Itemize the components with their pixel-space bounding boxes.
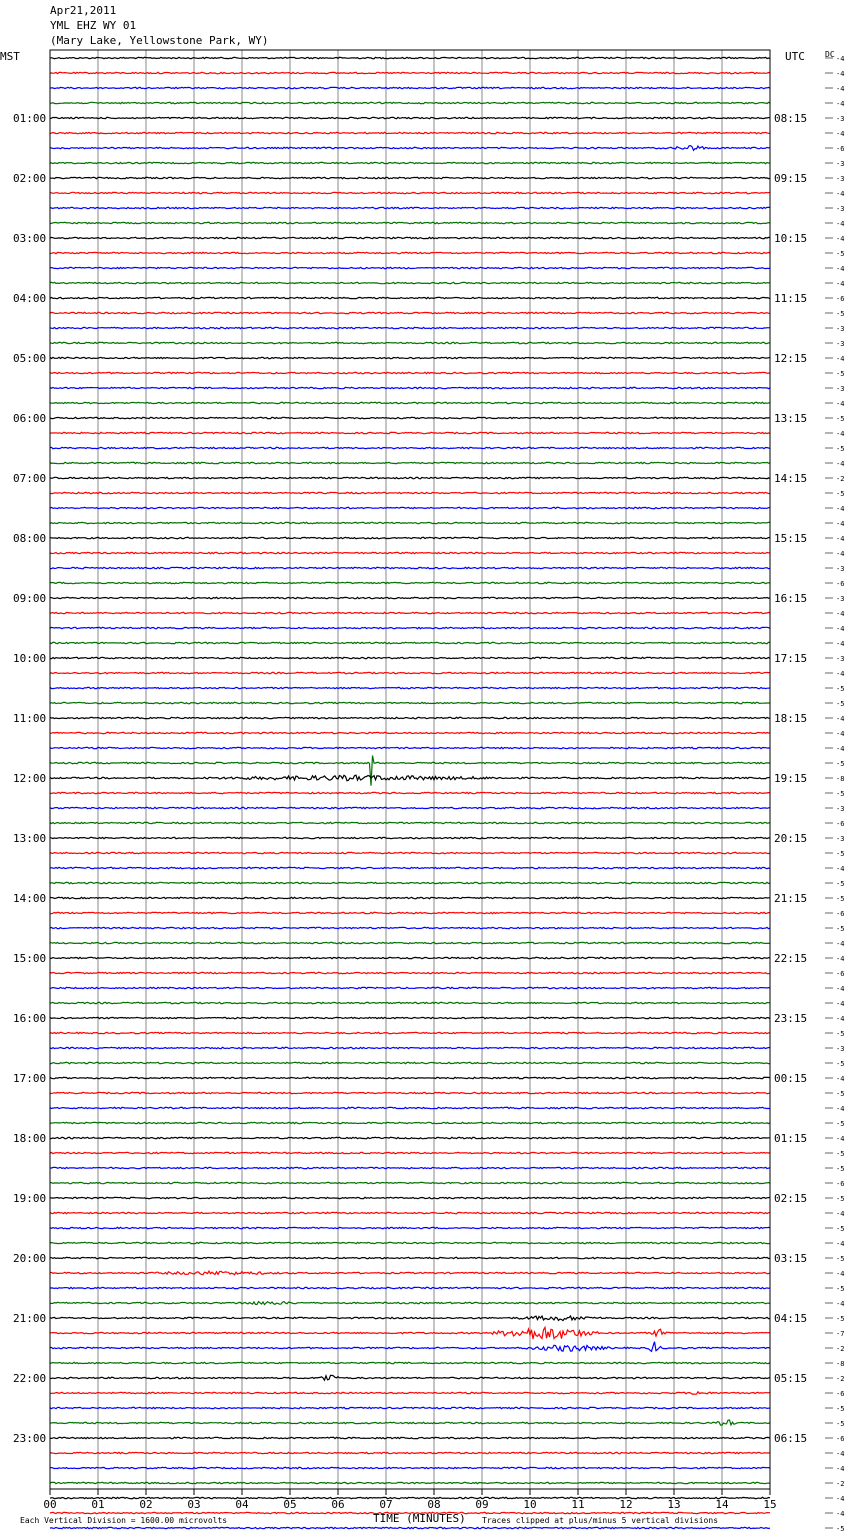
dc-offset-label: -2 [836,475,845,483]
x-tick-label: 14 [715,1498,729,1511]
trace-row [50,297,770,298]
dc-offset-label: -5 [836,490,845,498]
utc-time-label: 17:15 [774,652,808,665]
trace-row [50,867,770,868]
dc-offset-label: -4 [836,1210,845,1218]
trace-row [50,642,770,643]
dc-offset-label: -4 [836,355,845,363]
dc-offset-label: -4 [836,460,845,468]
mst-time-label: 11:00 [13,712,47,725]
trace-row [50,852,770,853]
x-tick-label: 11 [571,1498,585,1511]
dc-offset-label: -4 [836,55,845,63]
dc-offset-label: -5 [836,685,845,693]
dc-offset-label: -4 [836,730,845,738]
trace-row [50,1002,770,1003]
dc-offset-label: -4 [836,535,845,543]
trace-row [50,1527,770,1528]
header-date: Apr21,2011 [50,4,117,17]
trace-row [50,1375,770,1380]
dc-offset-label: -5 [836,760,845,768]
trace-row [50,672,770,673]
trace-row [50,657,770,658]
trace-row [50,417,770,418]
trace-row [50,1182,770,1183]
x-tick-label: 08 [427,1498,441,1511]
x-axis-label: TIME (MINUTES) [373,1512,466,1525]
dc-offset-label: -2 [836,1375,845,1383]
trace-row [50,537,770,538]
trace-row [50,702,770,703]
trace-row [50,477,770,478]
utc-time-label: 08:15 [774,112,808,125]
dc-offset-label: -3 [836,115,845,123]
trace-row [50,552,770,553]
trace-row [50,1047,770,1048]
dc-offset-label: -6 [836,910,845,918]
mst-time-label: 03:00 [13,232,47,245]
mst-time-label: 19:00 [13,1192,47,1205]
dc-offset-label: -5 [836,1165,845,1173]
trace-row [50,1437,770,1438]
dc-offset-label: -5 [836,925,845,933]
dc-offset-label: -4 [836,280,845,288]
trace-row [50,1316,770,1321]
right-timezone-label: UTC [785,50,805,63]
dc-offset-label: -4 [836,430,845,438]
trace-row [50,312,770,313]
dc-offset-label: -5 [836,1030,845,1038]
left-timezone-label: MST [0,50,20,63]
mst-time-label: 12:00 [13,772,47,785]
dc-offset-label: -6 [836,1390,845,1398]
trace-row [50,267,770,268]
dc-offset-label: -2 [836,1480,845,1488]
utc-time-label: 06:15 [774,1432,808,1445]
trace-row [50,942,770,943]
trace-row [50,132,770,133]
dc-offset-label: -5 [836,895,845,903]
dc-offset-label: -4 [836,1270,845,1278]
trace-row [50,1342,770,1352]
trace-row [50,162,770,163]
dc-offset-label: -4 [836,85,845,93]
dc-offset-label: -3 [836,175,845,183]
trace-row [50,462,770,463]
trace-row [50,507,770,508]
trace-row [50,1407,770,1408]
dc-offset-label: -6 [836,1180,845,1188]
trace-row [50,1257,770,1258]
utc-time-label: 09:15 [774,172,808,185]
mst-time-label: 02:00 [13,172,47,185]
trace-row [50,1077,770,1078]
trace-row [50,582,770,583]
dc-offset-label: -4 [836,670,845,678]
dc-offset-label: -4 [836,1240,845,1248]
dc-offset-label: -3 [836,160,845,168]
dc-offset-label: -4 [836,1015,845,1023]
dc-offset-label: -5 [836,1255,845,1263]
dc-offset-label: -5 [836,445,845,453]
trace-row [50,387,770,388]
dc-offset-label: -4 [836,940,845,948]
mst-time-label: 08:00 [13,532,47,545]
mst-time-label: 10:00 [13,652,47,665]
mst-time-label: 18:00 [13,1132,47,1145]
footer-vertical-division: Each Vertical Division = 1600.00 microvolts [20,1516,228,1525]
dc-offset-label: -5 [836,850,845,858]
trace-row [50,1327,770,1339]
trace-row [50,252,770,253]
dc-offset-label: -5 [836,1150,845,1158]
dc-offset-label: -4 [836,1075,845,1083]
trace-row [50,792,770,793]
dc-offset-label: -6 [836,145,845,153]
dc-offset-label: -3 [836,835,845,843]
dc-offset-label: -4 [836,745,845,753]
dc-header-label: DC [825,50,835,59]
header-location: (Mary Lake, Yellowstone Park, WY) [50,34,269,47]
trace-row [50,1152,770,1153]
x-tick-labels [43,1489,776,1511]
dc-offset-label: -6 [836,295,845,303]
dc-offset-label: -4 [836,100,845,108]
mst-time-label: 01:00 [13,112,47,125]
trace-row [50,146,770,151]
mst-time-label: 21:00 [13,1312,47,1325]
utc-time-label: 21:15 [774,892,808,905]
utc-time-label: 23:15 [774,1012,808,1025]
dc-offset-label: -5 [836,1285,845,1293]
dc-offset-label: -4 [836,70,845,78]
trace-row [50,1452,770,1453]
utc-time-label: 05:15 [774,1372,808,1385]
dc-offset-label: -6 [836,970,845,978]
dc-offset-label: -8 [836,1360,845,1368]
trace-row [50,102,770,103]
mst-time-label: 09:00 [13,592,47,605]
x-tick-label: 04 [235,1498,249,1511]
utc-time-labels [774,112,807,1445]
dc-offset-label: -4 [836,1105,845,1113]
trace-row [50,612,770,613]
trace-row [50,1137,770,1138]
trace-row [50,72,770,73]
dc-offset-label: -4 [836,505,845,513]
x-tick-label: 02 [139,1498,153,1511]
utc-time-label: 03:15 [774,1252,808,1265]
dc-offset-label: -3 [836,565,845,573]
dc-offset-label: -6 [836,820,845,828]
utc-time-label: 20:15 [774,832,808,845]
trace-row [50,1392,770,1395]
dc-offset-label: -6 [836,580,845,588]
dc-offset-label: -4 [836,610,845,618]
utc-time-label: 13:15 [774,412,808,425]
trace-row [50,822,770,823]
trace-row [50,987,770,988]
trace-row [50,1227,770,1228]
dc-offset-label: -7 [836,1330,845,1338]
trace-row [50,1167,770,1168]
dc-offset-labels [825,55,844,1534]
mst-time-label: 04:00 [13,292,47,305]
trace-row [50,372,770,373]
dc-offset-label: -5 [836,1195,845,1203]
x-tick-label: 07 [379,1498,393,1511]
dc-offset-label: -4 [836,235,845,243]
dc-offset-label: -4 [836,715,845,723]
trace-row [50,717,770,718]
trace-row [50,732,770,733]
utc-time-label: 11:15 [774,292,808,305]
trace-row [50,237,770,238]
x-tick-label: 05 [283,1498,297,1511]
dc-offset-label: -5 [836,1420,845,1428]
trace-row [50,207,770,208]
dc-offset-label: -4 [836,1450,845,1458]
dc-offset-label: -4 [836,265,845,273]
trace-row [50,1107,770,1108]
mst-time-label: 22:00 [13,1372,47,1385]
trace-row [50,1122,770,1123]
dc-offset-label: -4 [836,1510,845,1518]
x-tick-label: 13 [667,1498,681,1511]
trace-row [50,747,770,748]
dc-offset-label: -5 [836,415,845,423]
trace-row [50,1032,770,1033]
trace-row [50,522,770,523]
dc-offset-label: -8 [836,775,845,783]
dc-offset-label: -4 [836,1465,845,1473]
x-tick-label: 15 [763,1498,777,1511]
utc-time-label: 00:15 [774,1072,808,1085]
utc-time-label: 22:15 [774,952,808,965]
trace-row [50,402,770,403]
trace-row [50,1362,770,1363]
dc-offset-label: -3 [836,340,845,348]
dc-offset-label: -3 [836,205,845,213]
dc-offset-label: -4 [836,190,845,198]
trace-row [50,222,770,223]
x-tick-label: 00 [43,1498,57,1511]
mst-time-labels [13,112,46,1445]
dc-offset-label: -3 [836,595,845,603]
dc-offset-label: -5 [836,1315,845,1323]
mst-time-label: 05:00 [13,352,47,365]
dc-offset-label: -6 [836,1435,845,1443]
trace-row [50,807,770,808]
x-tick-label: 09 [475,1498,489,1511]
trace-row [50,1482,770,1483]
trace-row [50,327,770,328]
trace-row [50,447,770,448]
mst-time-label: 14:00 [13,892,47,905]
footer-clip-note: Traces clipped at plus/minus 5 vertical divisions [482,1516,719,1525]
mst-time-label: 15:00 [13,952,47,965]
trace-row [50,1212,770,1213]
utc-time-label: 15:15 [774,532,808,545]
dc-offset-label: -5 [836,790,845,798]
trace-row [50,756,770,786]
trace-row [50,897,770,898]
trace-row [50,687,770,688]
x-tick-label: 12 [619,1498,633,1511]
dc-offset-label: -3 [836,325,845,333]
utc-time-label: 10:15 [774,232,808,245]
trace-row [50,492,770,493]
trace-row [50,177,770,178]
trace-row [50,57,770,58]
mst-time-label: 20:00 [13,1252,47,1265]
dc-offset-label: -5 [836,1405,845,1413]
dc-offset-label: -4 [836,625,845,633]
dc-offset-label: -5 [836,310,845,318]
mst-time-label: 17:00 [13,1072,47,1085]
dc-offset-label: -4 [836,220,845,228]
utc-time-label: 01:15 [774,1132,808,1145]
trace-row [50,957,770,958]
trace-row [50,627,770,628]
dc-offset-label: -4 [836,985,845,993]
trace-row [50,357,770,358]
mst-time-label: 07:00 [13,472,47,485]
dc-offset-label: -5 [836,1090,845,1098]
trace-row [50,432,770,433]
utc-time-label: 18:15 [774,712,808,725]
dc-offset-label: -5 [836,700,845,708]
dc-offset-label: -5 [836,250,845,258]
trace-row [50,912,770,913]
trace-row [50,342,770,343]
x-tick-label: 10 [523,1498,537,1511]
trace-row [50,972,770,973]
dc-offset-label: -4 [836,865,845,873]
trace-row [50,1302,770,1305]
dc-offset-label: -4 [836,1300,845,1308]
dc-offset-label: -4 [836,1495,845,1503]
trace-row [50,1271,770,1275]
dc-offset-label: -4 [836,640,845,648]
utc-time-label: 12:15 [774,352,808,365]
trace-row [50,87,770,88]
dc-offset-label: -3 [836,1045,845,1053]
dc-offset-label: -4 [836,400,845,408]
trace-row [50,775,770,781]
trace-row [50,1287,770,1288]
trace-row [50,192,770,193]
utc-time-label: 04:15 [774,1312,808,1325]
mst-time-label: 06:00 [13,412,47,425]
dc-offset-label: -4 [836,130,845,138]
trace-row [50,282,770,283]
trace-group [50,57,770,1534]
utc-time-label: 16:15 [774,592,808,605]
x-tick-label: 01 [91,1498,105,1511]
dc-offset-label: -3 [836,385,845,393]
dc-offset-label: -4 [836,955,845,963]
trace-row [50,1467,770,1468]
dc-offset-label: -3 [836,655,845,663]
trace-row [50,882,770,883]
trace-row [50,597,770,598]
trace-row [50,1497,770,1498]
x-tick-label: 06 [331,1498,345,1511]
dc-offset-label: -5 [836,1525,845,1533]
mst-time-label: 23:00 [13,1432,47,1445]
dc-offset-label: -5 [836,880,845,888]
trace-row [50,567,770,568]
trace-row [50,837,770,838]
dc-offset-label: -4 [836,1000,845,1008]
trace-row [50,1092,770,1093]
trace-row [50,1242,770,1243]
dc-offset-label: -5 [836,1225,845,1233]
trace-row [50,927,770,928]
dc-offset-label: -4 [836,550,845,558]
trace-row [50,1420,770,1425]
mst-time-label: 13:00 [13,832,47,845]
utc-time-label: 14:15 [774,472,808,485]
dc-offset-label: -5 [836,1120,845,1128]
dc-offset-label: -4 [836,520,845,528]
trace-row [50,1197,770,1198]
dc-offset-label: -2 [836,1345,845,1353]
x-tick-label: 03 [187,1498,201,1511]
dc-offset-label: -3 [836,805,845,813]
dc-offset-label: -5 [836,370,845,378]
dc-offset-label: -5 [836,1060,845,1068]
dc-offset-label: -4 [836,1135,845,1143]
trace-row [50,1017,770,1018]
utc-time-label: 19:15 [774,772,808,785]
header-station: YML EHZ WY 01 [50,19,137,32]
trace-row [50,1062,770,1063]
mst-time-label: 16:00 [13,1012,47,1025]
utc-time-label: 02:15 [774,1192,808,1205]
trace-row [50,117,770,118]
